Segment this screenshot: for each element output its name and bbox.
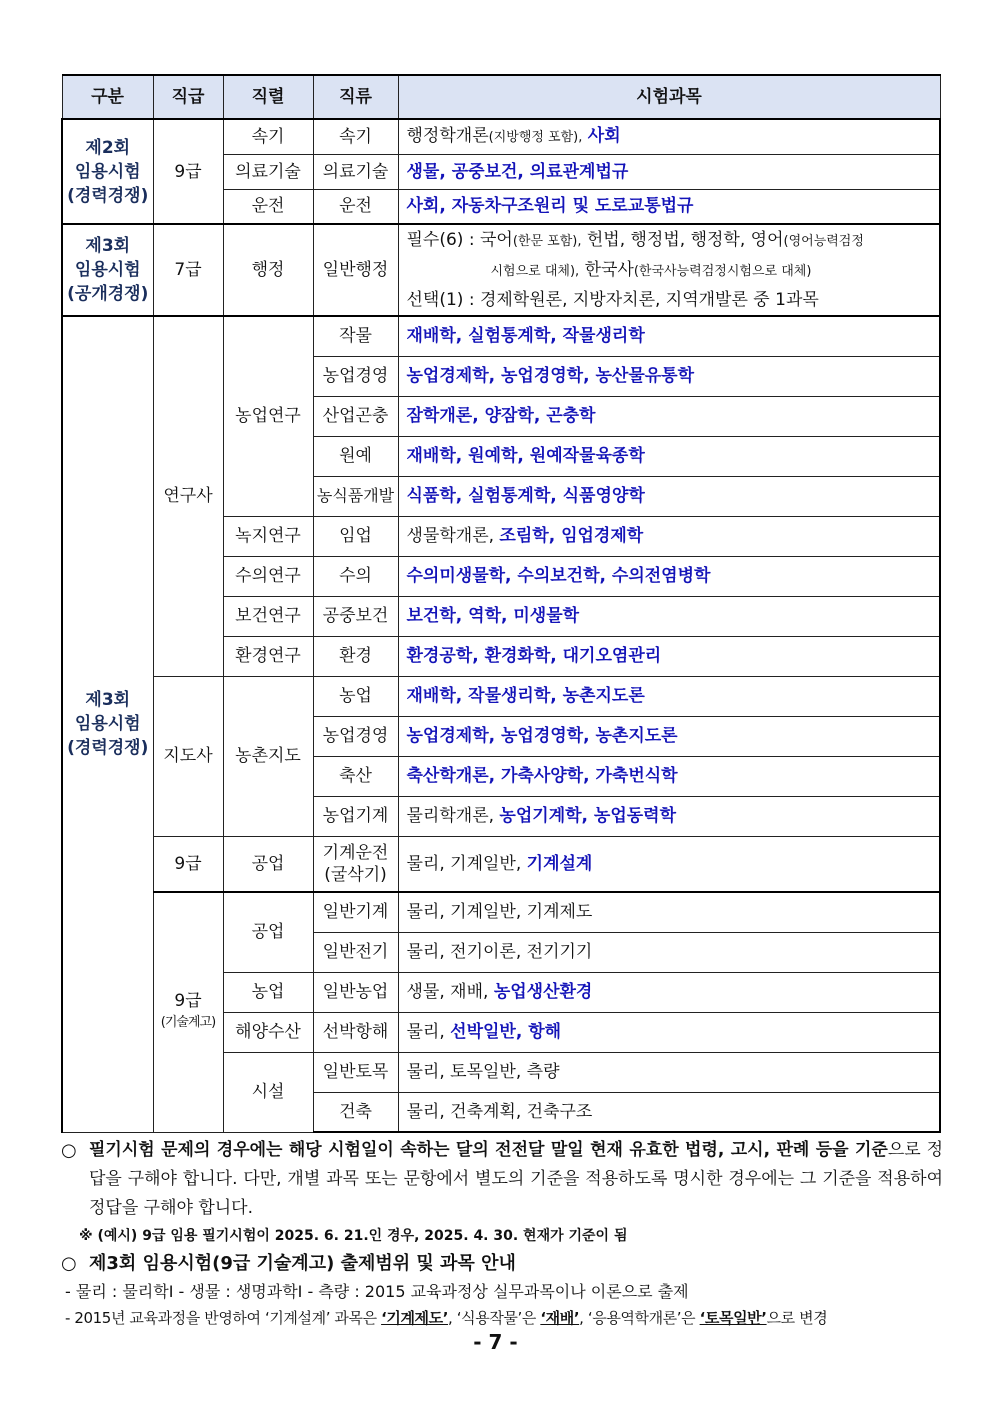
subject-line-3: 선택(1) : 경제학원론, 지방자치론, 지역개발론 중 1과목 — [406, 290, 819, 310]
subject-bold: 조림학, 임업경제학 — [499, 526, 644, 546]
header-class: 직류 — [313, 75, 398, 119]
table-row — [62, 316, 940, 356]
subject-note: (한국사능력검정시험으로 대체) — [633, 264, 812, 279]
grade-note: (기술계고) — [160, 1015, 216, 1031]
subjects-cell — [398, 836, 940, 892]
class-cell: 축산 — [313, 756, 398, 796]
subject-bold: 농업경제학, 농업경영학, 농촌지도론 — [406, 726, 678, 746]
grade-cell: 9급 — [153, 836, 223, 892]
circle-bullet-icon: ○ — [61, 1140, 77, 1161]
subject-line-1 — [407, 226, 938, 256]
subjects-cell: 물리, 기계일반, 기계제도 — [398, 892, 940, 932]
page-number: - 7 - — [473, 1330, 518, 1354]
section-label: 제3회 임용시험 (공개경쟁) — [62, 224, 153, 316]
subjects-cell — [398, 556, 940, 596]
subject-text: 행정학개론 — [406, 125, 489, 146]
class-cell: 일반기계 — [313, 892, 398, 932]
subject-text: 물리학개론, — [406, 806, 495, 826]
series-cell: 속기 — [223, 119, 313, 154]
note-text: , ‘식용작물’은 — [448, 1309, 541, 1327]
subjects-cell — [398, 972, 940, 1012]
class-cell: 농업 — [313, 676, 398, 716]
subject-bold: 사회, 자동차구조원리 및 도로교통법규 — [406, 196, 694, 217]
subjects-cell — [398, 1012, 940, 1052]
subject-bold: 기계설계 — [526, 853, 593, 874]
note-text: , ‘응용역학개론’은 — [579, 1309, 700, 1327]
subject-text: 필수(6) : 국어 — [406, 230, 513, 250]
exam-subject-table — [61, 74, 941, 1133]
subjects-cell — [398, 476, 940, 516]
subject-bold: 농업경제학, 농업경영학, 농산물유통학 — [406, 366, 695, 386]
series-cell: 농업 — [223, 972, 313, 1012]
subjects-cell — [398, 189, 940, 224]
subject-bold: 재배학, 원예학, 원예작물육종학 — [406, 446, 645, 466]
notes-section — [61, 1136, 943, 1332]
series-cell: 농촌지도 — [223, 676, 313, 836]
subjects-cell — [398, 396, 940, 436]
note-bold-text: 필기시험 문제의 경우에는 해당 시험일이 속하는 달의 전전달 말일 현재 유효한 법령, 고시, 판례 등을 기준 — [89, 1140, 888, 1160]
class-cell: 작물 — [313, 316, 398, 356]
note-paragraph-2 — [61, 1249, 943, 1278]
subject-note: (한문 포함), — [512, 234, 582, 249]
subject-text: 물리, 기계일반, — [406, 853, 522, 874]
class-cell: 산업곤충 — [313, 396, 398, 436]
series-cell: 의료기술 — [223, 154, 313, 189]
subjects-cell — [398, 119, 940, 154]
subjects-cell — [398, 224, 940, 316]
subject-text: 생물학개론, — [406, 526, 495, 546]
subjects-cell: 물리, 토목일반, 측량 — [398, 1052, 940, 1092]
subject-line-2 — [407, 256, 938, 286]
series-cell: 수의연구 — [223, 556, 313, 596]
subject-bold: 재배학, 실험통계학, 작물생리학 — [406, 326, 645, 347]
series-cell: 시설 — [223, 1052, 313, 1132]
subjects-cell — [398, 636, 940, 676]
table-row — [62, 676, 940, 716]
note-text: - 2015년 교육과정을 반영하여 ‘기계설계’ 과목은 — [65, 1309, 382, 1327]
class-cell: 환경 — [313, 636, 398, 676]
table-row — [62, 836, 940, 892]
subjects-cell — [398, 516, 940, 556]
class-cell: 일반토목 — [313, 1052, 398, 1092]
class-cell: 농식품개발 — [313, 476, 398, 516]
section-label: 제3회 임용시험 (경력경쟁) — [62, 316, 153, 1132]
subjects-cell — [398, 676, 940, 716]
subjects-cell — [398, 436, 940, 476]
series-cell: 녹지연구 — [223, 516, 313, 556]
grade-cell: 연구사 — [153, 316, 223, 676]
class-cell: 건축 — [313, 1092, 398, 1132]
class-cell: 의료기술 — [313, 154, 398, 189]
class-cell: 농업기계 — [313, 796, 398, 836]
subject-text: 한국사 — [579, 260, 634, 280]
note-paragraph-1 — [61, 1136, 943, 1223]
note-underlined: ‘재배’ — [540, 1309, 580, 1327]
note-text: 으로 변경 — [766, 1309, 828, 1327]
subjects-cell — [398, 796, 940, 836]
class-cell: 농업경영 — [313, 356, 398, 396]
circle-bullet-icon: ○ — [61, 1253, 77, 1274]
subject-bold: 농업생산환경 — [493, 982, 593, 1002]
table-row — [62, 119, 940, 154]
subjects-cell: 물리, 건축계획, 건축구조 — [398, 1092, 940, 1132]
note-heading: 제3회 임용시험(9급 기술계고) 출제범위 및 과목 안내 — [89, 1253, 516, 1274]
class-cell: 임업 — [313, 516, 398, 556]
header-category: 구분 — [62, 75, 153, 119]
table-header-row — [62, 75, 940, 119]
series-cell: 해양수산 — [223, 1012, 313, 1052]
grade-cell: 지도사 — [153, 676, 223, 836]
subject-bold: 농업기계학, 농업동력학 — [499, 806, 677, 826]
grade-cell: 7급 — [153, 224, 223, 316]
subject-bold: 생물, 공중보건, 의료관계법규 — [406, 161, 629, 182]
subjects-cell — [398, 756, 940, 796]
subject-bold: 축산학개론, 가축사양학, 가축번식학 — [406, 766, 678, 786]
subject-note: (영어능력검정 — [783, 234, 864, 249]
subject-text: 물리, — [406, 1022, 445, 1042]
series-cell: 공업 — [223, 892, 313, 972]
series-cell: 농업연구 — [223, 316, 313, 516]
class-cell: 기계운전 (굴삭기) — [313, 836, 398, 892]
class-cell: 일반행정 — [313, 224, 398, 316]
section-label: 제2회 임용시험 (경력경쟁) — [62, 119, 153, 224]
subject-text: 헌법, 행정법, 행정학, 영어 — [581, 230, 784, 250]
note-dash-1: - 물리 : 물리학Ⅰ - 생물 : 생명과학Ⅰ - 측량 : 2015 교육과정상 실무과목이나 이론으로 출제 — [65, 1282, 689, 1301]
subject-bold: 환경공학, 환경화학, 대기오염관리 — [406, 646, 662, 666]
subjects-cell — [398, 356, 940, 396]
table-row — [62, 892, 940, 932]
series-cell: 운전 — [223, 189, 313, 224]
series-cell: 공업 — [223, 836, 313, 892]
subject-text: 생물, 재배, — [406, 982, 489, 1002]
subject-bold: 잠학개론, 양잠학, 곤충학 — [406, 406, 596, 426]
grade-cell: 9급 — [153, 119, 223, 224]
class-cell: 속기 — [313, 119, 398, 154]
class-cell: 원예 — [313, 436, 398, 476]
subject-bold: 보건학, 역학, 미생물학 — [406, 606, 580, 626]
table-row — [62, 224, 940, 316]
class-cell: 공중보건 — [313, 596, 398, 636]
subjects-cell — [398, 716, 940, 756]
subjects-cell — [398, 154, 940, 189]
grade-text: 9급 — [174, 991, 202, 1012]
subjects-cell — [398, 596, 940, 636]
subject-note: (지방행정 포함), — [488, 129, 583, 145]
subject-bold: 선박일반, 항해 — [450, 1022, 562, 1042]
note-example: ※ (예시) 9급 임용 필기시험이 2025. 6. 21.인 경우, 2025. 4. 30. 현재가 기준이 됨 — [79, 1228, 628, 1244]
subject-bold: 수의미생물학, 수의보건학, 수의전염병학 — [406, 566, 711, 586]
class-cell: 일반농업 — [313, 972, 398, 1012]
class-cell: 수의 — [313, 556, 398, 596]
header-grade: 직급 — [153, 75, 223, 119]
subject-bold: 식품학, 실험통계학, 식품영양학 — [406, 486, 645, 506]
subject-note: 시험으로 대체), — [490, 264, 580, 279]
class-cell: 선박항해 — [313, 1012, 398, 1052]
class-cell: 운전 — [313, 189, 398, 224]
series-cell: 보건연구 — [223, 596, 313, 636]
note-dash-2 — [61, 1305, 943, 1332]
subjects-cell: 물리, 전기이론, 전기기기 — [398, 932, 940, 972]
subject-bold: 사회 — [587, 125, 621, 146]
note-underlined: ‘기계제도’ — [381, 1309, 449, 1327]
subject-bold: 재배학, 작물생리학, 농촌지도론 — [406, 686, 645, 706]
class-cell: 일반전기 — [313, 932, 398, 972]
header-series: 직렬 — [223, 75, 313, 119]
class-cell: 농업경영 — [313, 716, 398, 756]
grade-cell — [153, 892, 223, 1132]
header-subjects: 시험과목 — [398, 75, 940, 119]
note-underlined: ‘토목일반’ — [699, 1309, 767, 1327]
note-text: 으로 정답을 구해야 합니다. 다만, 개별 과목 또는 문항에서 별도의 기준을 적용하도록 명시한 경우에는 그 기준을 적용하여 정답을 구해야 합니다. — [89, 1140, 943, 1218]
series-cell: 환경연구 — [223, 636, 313, 676]
series-cell: 행정 — [223, 224, 313, 316]
subjects-cell — [398, 316, 940, 356]
